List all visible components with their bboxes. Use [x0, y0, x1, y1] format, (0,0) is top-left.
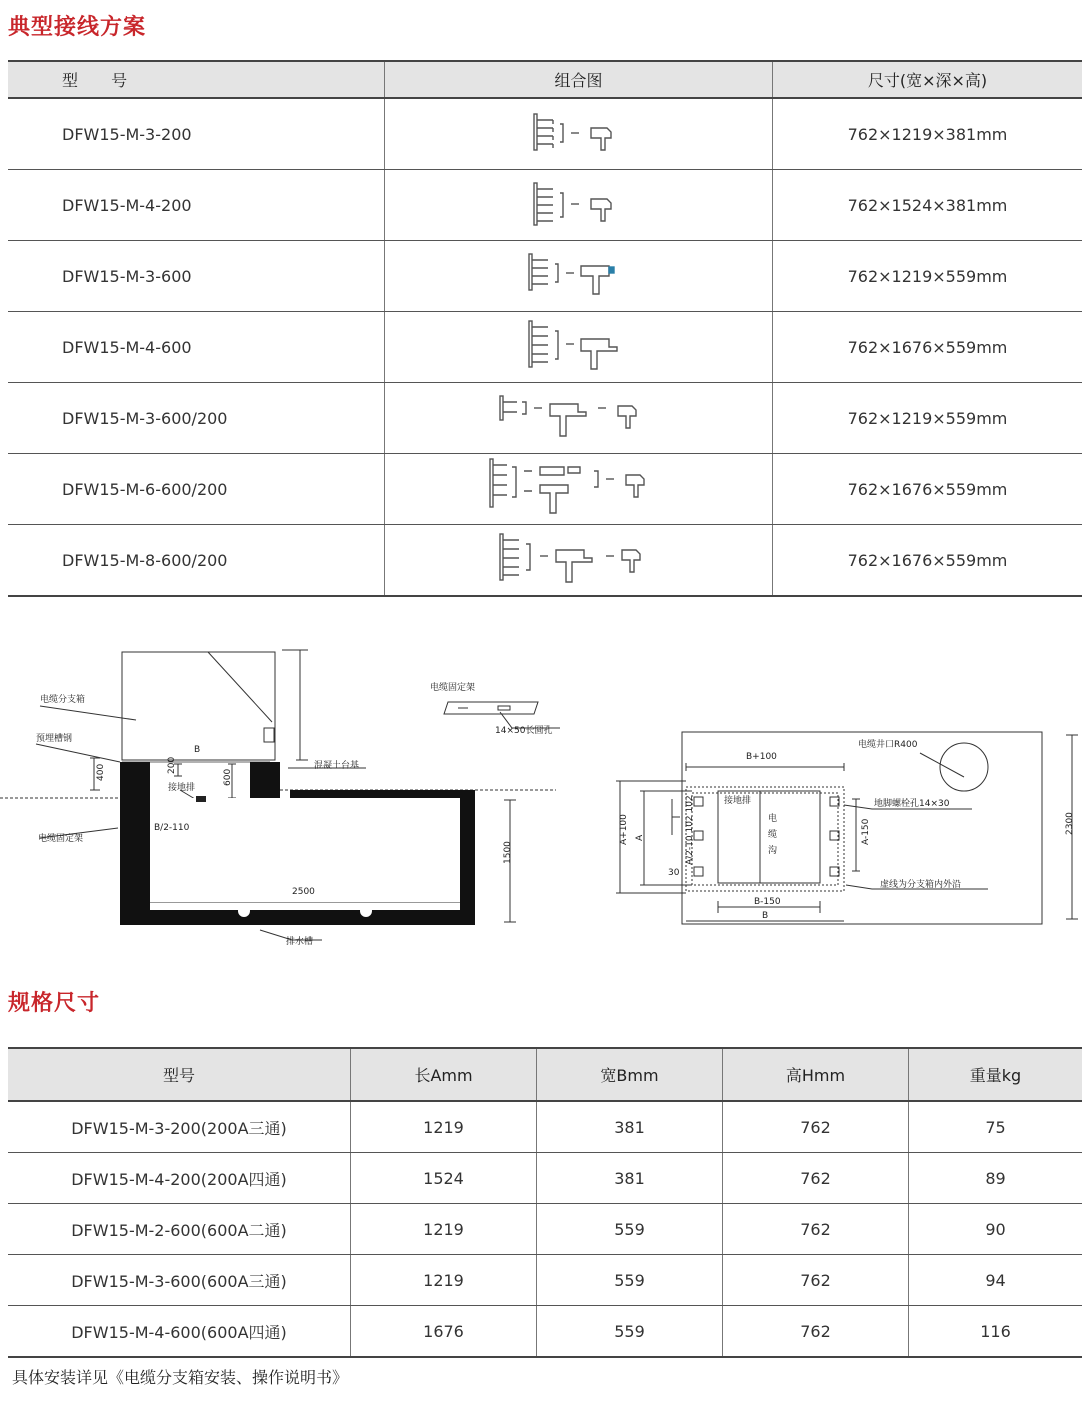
label-embedded-channel: 预埋槽钢	[36, 734, 73, 744]
dims-cell: 762×1524×381mm	[773, 170, 1083, 241]
header-height: 高Hmm	[723, 1048, 909, 1101]
table-row	[8, 454, 1082, 525]
label-cable-bracket-top: 电缆固定架	[430, 683, 476, 693]
label-trench-2: 缆	[768, 830, 778, 840]
label-drain: 排水槽	[286, 937, 314, 947]
dims-cell: 762×1219×381mm	[773, 98, 1083, 170]
table-row	[8, 1255, 1082, 1306]
table-header-row	[8, 1048, 1082, 1101]
model-cell: DFW15-M-3-600	[8, 241, 385, 312]
header-model: 型 号	[8, 61, 385, 98]
width-cell: 381	[537, 1101, 723, 1153]
weight-cell: 94	[909, 1255, 1083, 1306]
table-row	[8, 170, 1082, 241]
combination-diagram	[385, 454, 773, 525]
weight-cell: 116	[909, 1306, 1083, 1358]
label-manhole: 电缆井口R400	[858, 740, 918, 750]
label-dim-b: B	[194, 745, 201, 755]
spec-section-title: 规格尺寸	[8, 991, 101, 1016]
model-cell: DFW15-M-3-200	[8, 98, 385, 170]
label-dim-200: 200	[167, 756, 177, 774]
label-slot: 14×50长圆孔	[495, 726, 553, 736]
label-dim-2500: 2500	[292, 887, 315, 897]
model-cell: DFW15-M-6-600/200	[8, 454, 385, 525]
weight-cell: 89	[909, 1153, 1083, 1204]
table-row	[8, 98, 1082, 170]
dims-cell: 762×1219×559mm	[773, 241, 1083, 312]
label-a-minus: A-150	[861, 818, 871, 845]
plan-view-diagram	[600, 725, 1085, 930]
combination-diagram	[385, 312, 773, 383]
spec-table	[8, 1047, 1082, 1358]
width-cell: 559	[537, 1204, 723, 1255]
installation-footnote: 具体安装详见《电缆分支箱安装、操作说明书》	[12, 1368, 349, 1387]
table-row	[8, 1306, 1082, 1358]
model-cell: DFW15-M-4-600(600A四通)	[8, 1306, 351, 1358]
label-ground-bar-plan: 接地排	[724, 796, 752, 806]
header-model: 型号	[8, 1048, 351, 1101]
combination-diagram	[385, 170, 773, 241]
dims-cell: 762×1676×559mm	[773, 312, 1083, 383]
length-cell: 1524	[351, 1153, 537, 1204]
model-cell: DFW15-M-2-600(600A二通)	[8, 1204, 351, 1255]
height-cell: 762	[723, 1204, 909, 1255]
header-figure: 组合图	[385, 61, 773, 98]
label-dim-400: 400	[96, 763, 106, 781]
model-cell: DFW15-M-4-200(200A四通)	[8, 1153, 351, 1204]
label-dim-1500: 1500	[503, 841, 513, 864]
model-cell: DFW15-M-3-600/200	[8, 383, 385, 454]
table-row	[8, 1204, 1082, 1255]
label-b: B	[762, 911, 769, 921]
model-cell: DFW15-M-8-600/200	[8, 525, 385, 597]
combination-diagram	[385, 383, 773, 454]
installation-section-diagram	[0, 640, 570, 960]
header-weight: 重量kg	[909, 1048, 1083, 1101]
combination-diagram	[385, 98, 773, 170]
length-cell: 1219	[351, 1101, 537, 1153]
combination-diagram	[385, 525, 773, 597]
label-cable-bracket: 电缆固定架	[38, 834, 84, 844]
table-header-row	[8, 61, 1082, 98]
header-length: 长Amm	[351, 1048, 537, 1101]
weight-cell: 75	[909, 1101, 1083, 1153]
height-cell: 762	[723, 1255, 909, 1306]
label-h2300: 2300	[1065, 812, 1075, 835]
dims-cell: 762×1219×559mm	[773, 383, 1083, 454]
label-dim-b2: B/2-110	[154, 823, 190, 833]
height-cell: 762	[723, 1101, 909, 1153]
table-row	[8, 312, 1082, 383]
label-trench-1: 电	[768, 814, 778, 824]
label-a2: A/2-10 102 102	[685, 795, 695, 865]
length-cell: 1219	[351, 1204, 537, 1255]
table-row	[8, 241, 1082, 312]
label-a: A	[635, 834, 645, 841]
label-trench-3: 沟	[768, 846, 778, 856]
wiring-table	[8, 60, 1082, 597]
length-cell: 1676	[351, 1306, 537, 1358]
header-width: 宽Bmm	[537, 1048, 723, 1101]
width-cell: 381	[537, 1153, 723, 1204]
height-cell: 762	[723, 1153, 909, 1204]
model-cell: DFW15-M-3-200(200A三通)	[8, 1101, 351, 1153]
height-cell: 762	[723, 1306, 909, 1358]
label-dashed: 虚线为分支箱内外沿	[880, 880, 962, 890]
label-branch-box: 电缆分支箱	[40, 695, 86, 705]
label-b100: B+100	[746, 752, 777, 762]
model-cell: DFW15-M-3-600(600A三通)	[8, 1255, 351, 1306]
length-cell: 1219	[351, 1255, 537, 1306]
label-anchor: 地脚螺栓孔14×30	[874, 799, 950, 809]
label-b150: B-150	[754, 897, 781, 907]
combination-diagram	[385, 241, 773, 312]
label-dim-600: 600	[223, 768, 233, 786]
table-row	[8, 383, 1082, 454]
wiring-section-title: 典型接线方案	[8, 15, 147, 40]
model-cell: DFW15-M-4-600	[8, 312, 385, 383]
weight-cell: 90	[909, 1204, 1083, 1255]
table-row	[8, 525, 1082, 597]
dims-cell: 762×1676×559mm	[773, 454, 1083, 525]
label-ground-bar: 接地排	[168, 783, 196, 793]
model-cell: DFW15-M-4-200	[8, 170, 385, 241]
dims-cell: 762×1676×559mm	[773, 525, 1083, 597]
table-row	[8, 1101, 1082, 1153]
header-dims: 尺寸(宽×深×高)	[773, 61, 1083, 98]
label-a-plus: A+100	[619, 814, 629, 845]
label-thirty: 30	[668, 868, 680, 878]
width-cell: 559	[537, 1306, 723, 1358]
label-concrete-base: 混凝土台基	[314, 761, 360, 771]
table-row	[8, 1153, 1082, 1204]
width-cell: 559	[537, 1255, 723, 1306]
